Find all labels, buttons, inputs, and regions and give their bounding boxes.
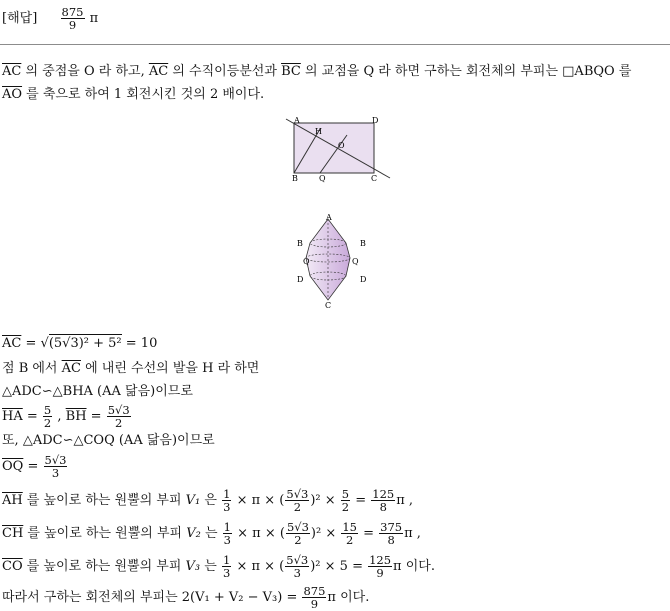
label-d-right: D [360, 275, 367, 284]
rectangle-figure [282, 115, 402, 185]
label-h: H [315, 127, 322, 136]
label-b: B [292, 174, 298, 183]
label-b-left: B [297, 239, 303, 248]
label-q-right: Q [352, 257, 359, 266]
problem-line-2: $\overline{AO}$ 를 축으로 하여 1 회전시킨 것의 2 배이다. [2, 87, 265, 102]
answer-line: [해답] $\frac{875}{9}$ π [2, 5, 99, 32]
solution-line-4: $\overline{HA}$ = $\frac{5}{2}$ , $\overline{BH}$ = $\frac{5√3}{2}$ [2, 403, 130, 430]
label-d-left: D [297, 275, 304, 284]
solution-line-7: $\overline{AH}$ 를 높이로 하는 원뿔의 부피 V₁ 은 $\frac{1}{3}$ × π × ( $\frac{5√3}{2}$ )² × $\frac{5}{2}$ = $\frac{125}{8}$ π , [2, 487, 414, 514]
label-q: Q [319, 174, 326, 183]
label-q-left: Q [303, 257, 310, 266]
label-b-right: B [360, 239, 366, 248]
label-a: A [326, 213, 332, 222]
sqrt-sign: √ [40, 336, 49, 351]
answer-fraction: $\frac{875}{9}$ [61, 5, 84, 32]
solution-line-3: △ADC∽△BHA (AA 닮음)이므로 [2, 384, 193, 399]
solution-line-5: 또, △ADC∽△COQ (AA 닮음)이므로 [2, 433, 215, 448]
label-c: C [325, 301, 332, 310]
solution-line-10: 따라서 구하는 회전체의 부피는 2(V₁ + V₂ − V₃) = $\frac{875}{9}$ π 이다. [2, 584, 370, 611]
solution-line-6: $\overline{OQ}$ = $\frac{5√3}{3}$ [2, 453, 67, 480]
label-o: O [338, 141, 345, 150]
solution-line-1: $\overline{AC} = √(5√3)^2 + 5^2 = 10$ [2, 336, 158, 351]
solid-figure [294, 212, 384, 312]
solution-line-2: 점 B 에서 $\overline{AC}$ 에 내린 수선의 발을 H 라 하면 [2, 361, 260, 376]
divider [0, 44, 670, 45]
solution-line-9: $\overline{CO}$ 를 높이로 하는 원뿔의 부피 V₃ 는 $\frac{1}{3}$ × π × ( $\frac{5√3}{3}$ )² × 5 = $\frac{125}{9}$ π 이다. [2, 553, 435, 580]
problem-line-1: $\overline{AC}$ 의 중점을 O 라 하고, $\overline{AC}$ 의 수직이등분선과 $\overline{BC}$ 의 교점을 Q 라 하면 구하는 회전체의 부피는 □ABQO 를 [2, 64, 632, 79]
label-d: D [372, 116, 379, 125]
solution-line-8: $\overline{CH}$ 를 높이로 하는 원뿔의 부피 V₂ 는 $\frac{1}{3}$ × π × ( $\frac{5√3}{2}$ )² × $\frac{15}{2}$ = $\frac{375}{8}$ π , [2, 520, 421, 547]
answer-label: [해답] [2, 11, 38, 26]
label-a: A [294, 116, 300, 125]
label-c: C [371, 174, 378, 183]
